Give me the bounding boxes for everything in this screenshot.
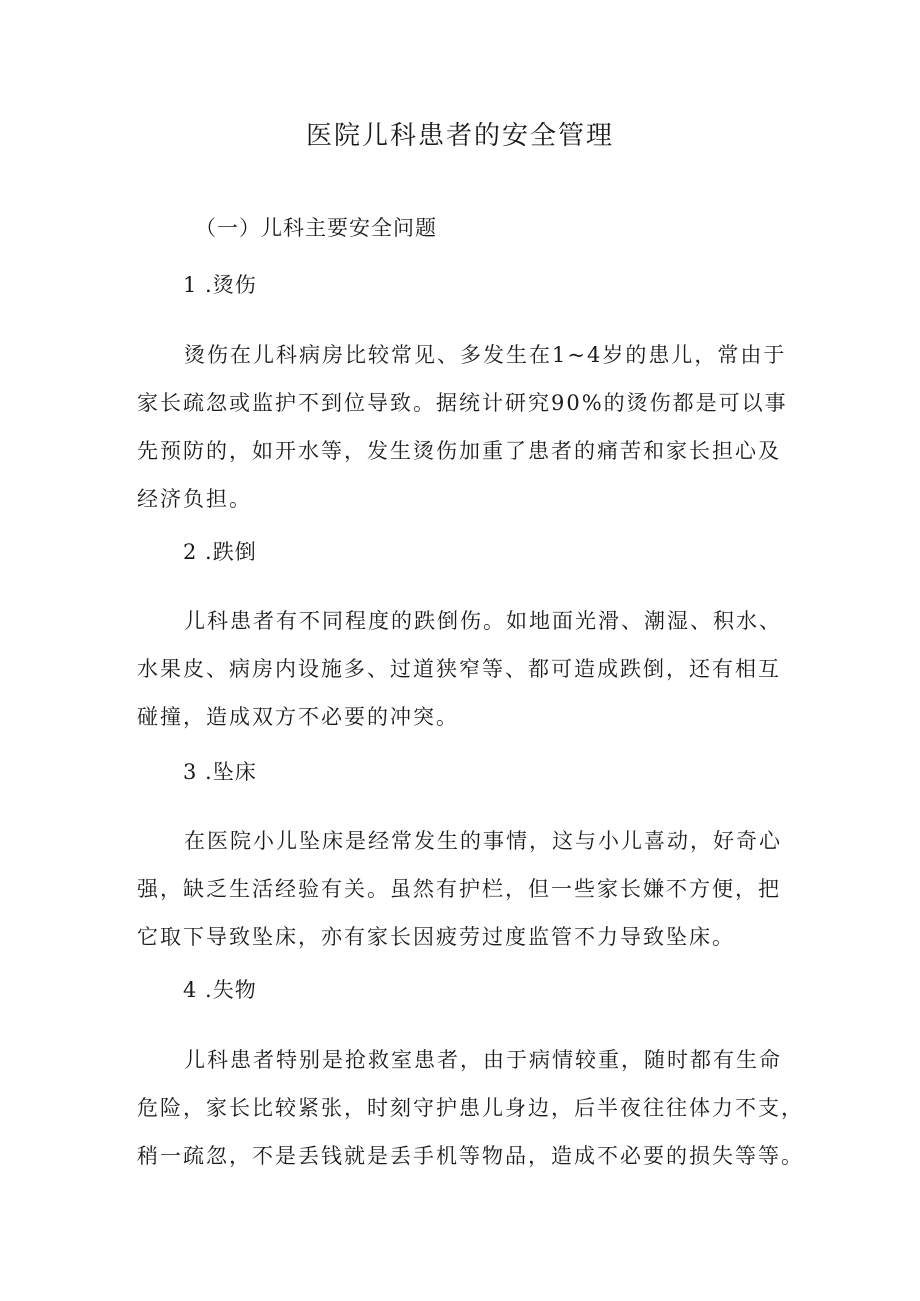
paragraph-line: 稍一疏忽，不是丢钱就是丢手机等物品，造成不必要的损失等等。 [137, 1144, 804, 1168]
paragraph-line: 儿科患者有不同程度的跌倒伤。如地面光滑、潮湿、积水、 [184, 609, 782, 633]
paragraph-line: 烫伤在儿科病房比较常见、多发生在1~4岁的患儿，常由于 [184, 343, 787, 367]
document-title: 医院儿科患者的安全管理 [305, 121, 614, 151]
subheading-falls: 2 .跌倒 [183, 540, 257, 564]
subheading-bed-falls: 3 .坠床 [183, 760, 257, 784]
paragraph-line: 家长疏忽或监护不到位导致。据统计研究90%的烫伤都是可以事 [137, 391, 788, 415]
paragraph-lost-items [137, 1036, 804, 1180]
paragraph-falls [137, 597, 789, 741]
subheading-burns: 1 .烫伤 [183, 273, 257, 297]
paragraph-line: 危险，家长比较紧张，时刻守护患儿身边，后半夜往往体力不支， [137, 1096, 804, 1120]
paragraph-line: 经济负担。 [137, 487, 252, 511]
paragraph-line: 碰撞，造成双方不必要的冲突。 [137, 705, 459, 729]
paragraph-bed-falls [137, 817, 789, 961]
paragraph-line: 水果皮、病房内设施多、过道狭窄等、都可造成跌倒，还有相互 [137, 657, 781, 681]
paragraph-line: 儿科患者特别是抢救室患者，由于病情较重，随时都有生命 [184, 1048, 782, 1072]
section-heading: （一）儿科主要安全问题 [195, 216, 437, 240]
paragraph-line: 先预防的，如开水等，发生烫伤加重了患者的痛苦和家长担心及 [137, 439, 781, 463]
subheading-lost-items: 4 .失物 [183, 978, 257, 1002]
paragraph-line: 强，缺乏生活经验有关。虽然有护栏，但一些家长嫌不方便，把 [137, 877, 781, 901]
paragraph-burns [137, 331, 789, 523]
paragraph-line: 在医院小儿坠床是经常发生的事情，这与小儿喜动，好奇心 [184, 829, 782, 853]
paragraph-line: 它取下导致坠床，亦有家长因疲劳过度监管不力导致坠床。 [137, 925, 735, 949]
